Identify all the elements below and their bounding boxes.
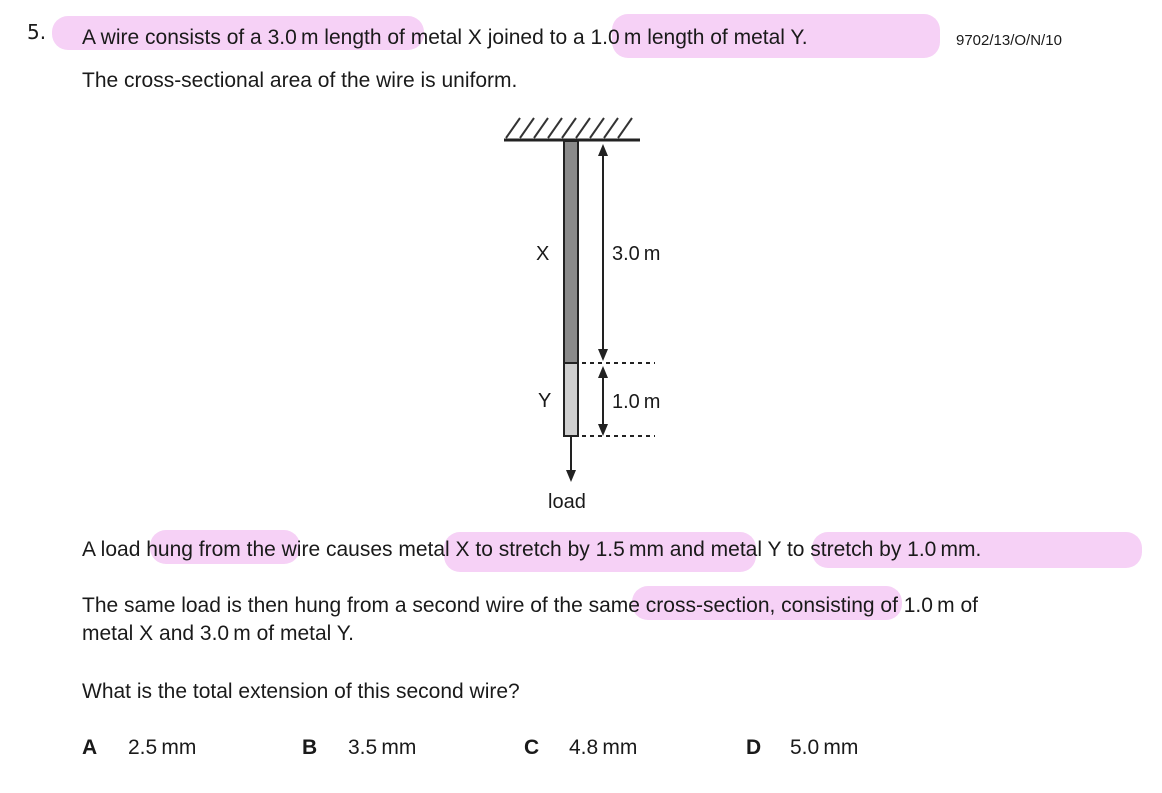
dimension-arrow-y [598,366,608,436]
ceiling-support [504,118,640,140]
metal-y-segment [564,363,578,436]
length-y-label: 1.0 m [612,391,661,413]
question-paragraph-3-line-1: The same load is then hung from a second wire of the same cross-section, consisting of 1.0 m of [82,594,978,617]
option-d-letter[interactable]: D [746,736,762,759]
load-label: load [548,491,586,513]
option-c-value[interactable]: 4.8 mm [569,736,638,759]
question-line-2: The cross-sectional area of the wire is uniform. [82,69,518,92]
option-a-letter[interactable]: A [82,736,98,759]
option-b-letter[interactable]: B [302,736,318,759]
option-c-letter[interactable]: C [524,736,540,759]
question-paragraph-2: A load hung from the wire causes metal X to stretch by 1.5 mm and metal Y to stretch by 1.0 mm. [82,538,982,561]
option-d-value[interactable]: 5.0 mm [790,736,859,759]
label-x: X [536,243,550,265]
option-a-value[interactable]: 2.5 mm [128,736,197,759]
label-y: Y [538,390,552,412]
question-line-1: A wire consists of a 3.0 m length of metal X joined to a 1.0 m length of metal Y. [82,26,808,49]
question-prompt: What is the total extension of this second wire? [82,680,520,703]
length-x-label: 3.0 m [612,243,661,265]
dimension-arrow-x [598,144,608,361]
source-code: 9702/13/O/N/10 [956,32,1062,49]
metal-x-segment [564,141,578,363]
option-b-value[interactable]: 3.5 mm [348,736,417,759]
question-number: 5. [27,20,47,44]
question-paragraph-3-line-2: metal X and 3.0 m of metal Y. [82,622,354,645]
load-arrow [566,437,576,482]
wire-diagram [480,100,700,520]
